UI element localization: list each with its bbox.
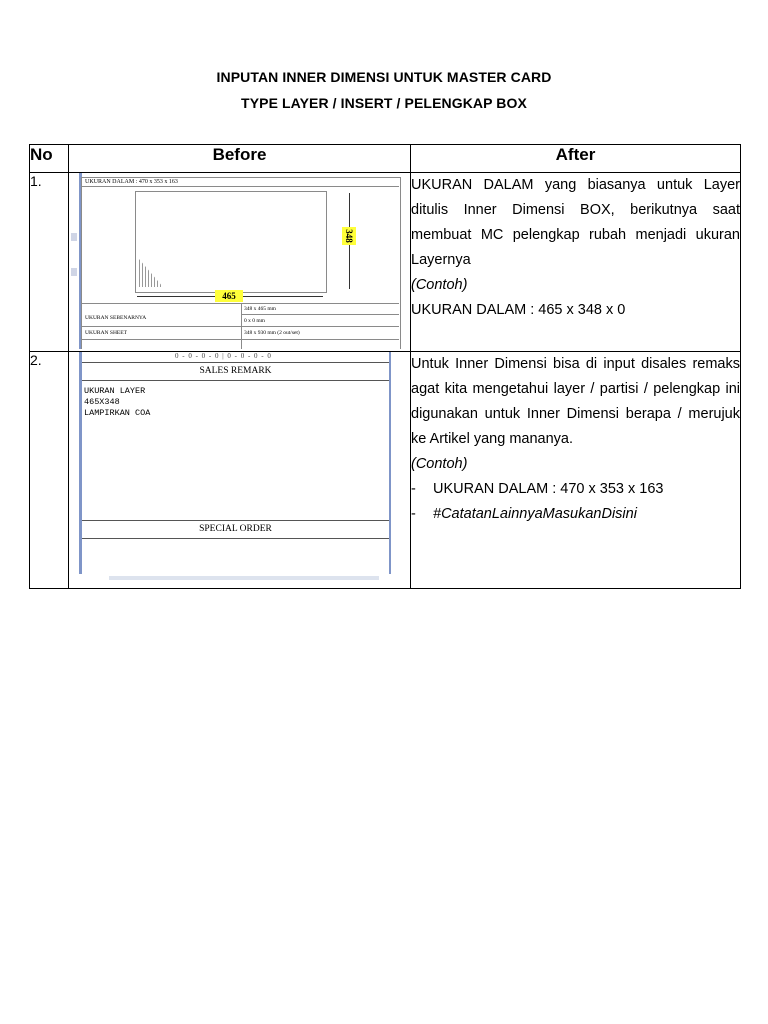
dimension-row-value: 0 x 0 mm [244, 318, 265, 324]
vertical-dimension-label: 348 [342, 227, 356, 245]
title-line-1: INPUTAN INNER DIMENSI UNTUK MASTER CARD [216, 69, 552, 85]
sales-remark-screenshot [69, 352, 410, 588]
table-row [30, 352, 741, 589]
table-header-row [30, 145, 741, 173]
after-cell-2 [411, 352, 741, 589]
table-row [30, 173, 741, 352]
header-before: Before [69, 145, 411, 173]
bullet-item [411, 477, 740, 502]
drawing-screenshot [69, 173, 410, 349]
blue-margin-bar [389, 352, 391, 574]
header-no: No [30, 145, 69, 173]
remark-line: UKURAN LAYER [84, 386, 146, 396]
horizontal-dimension-label: 465 [215, 290, 243, 302]
top-sequence-text: 0 - 0 - 0 - 0 | 0 - 0 - 0 - 0 [175, 352, 272, 360]
dimension-row-label: UKURAN SEBENARNYA [85, 315, 147, 321]
dimension-row-value: 348 x 930 mm (2 out/set) [244, 330, 300, 336]
title-line-2: TYPE LAYER / INSERT / PELENGKAP BOX [241, 95, 527, 111]
divider-line [82, 362, 389, 363]
header-after: After [411, 145, 741, 173]
before-image-1 [69, 173, 411, 352]
dimension-divider [241, 314, 399, 315]
bullet-text: UKURAN DALAM : 470 x 353 x 163 [433, 481, 664, 497]
after-paragraph: UKURAN DALAM yang biasanya untuk Layer ditulis Inner Dimensi BOX, berikutnya saat membuat MC pelengkap rubah menjadi ukuran Layernya [411, 177, 740, 268]
blur-mark [71, 268, 77, 276]
before-image-2 [69, 352, 411, 589]
divider-line [82, 520, 389, 521]
remark-line: 465X348 [84, 397, 120, 407]
bullet-dash: - [411, 506, 416, 522]
after-paragraph: Untuk Inner Dimensi bisa di input disales remaks agat kita mengetahui layer / partisi / pelengkap ini digunakan untuk Inner Dimensi berapa / merujuk ke Artikel yang mananya. [411, 356, 740, 447]
box-outline [135, 191, 327, 293]
blue-margin-bar [79, 352, 82, 574]
blur-mark [71, 233, 77, 241]
after-cell-1 [411, 173, 741, 352]
remark-line: LAMPIRKAN COA [84, 408, 151, 418]
drawing-header-text: UKURAN DALAM : 470 x 353 x 163 [82, 177, 399, 187]
blur-mark [109, 576, 379, 580]
divider-line [82, 538, 389, 539]
bullet-item [411, 502, 740, 527]
dimension-row-value: 348 x 465 mm [244, 306, 276, 312]
bullet-dash: - [411, 481, 416, 497]
bullet-text: #CatatanLainnyaMasukanDisini [433, 506, 637, 522]
dimension-row-label: UKURAN SHEET [85, 330, 128, 336]
example-label: (Contoh) [411, 277, 468, 293]
example-label: (Contoh) [411, 456, 468, 472]
special-order-title: SPECIAL ORDER [199, 524, 272, 534]
row-number: 1. [30, 173, 69, 352]
comparison-table [29, 144, 741, 589]
divider-line [82, 380, 389, 381]
dimension-column-divider [241, 303, 242, 349]
example-value: UKURAN DALAM : 465 x 348 x 0 [411, 302, 626, 318]
sales-remark-title: SALES REMARK [199, 366, 272, 376]
document-title [0, 64, 768, 116]
row-number: 2. [30, 352, 69, 589]
remark-text [84, 386, 150, 419]
